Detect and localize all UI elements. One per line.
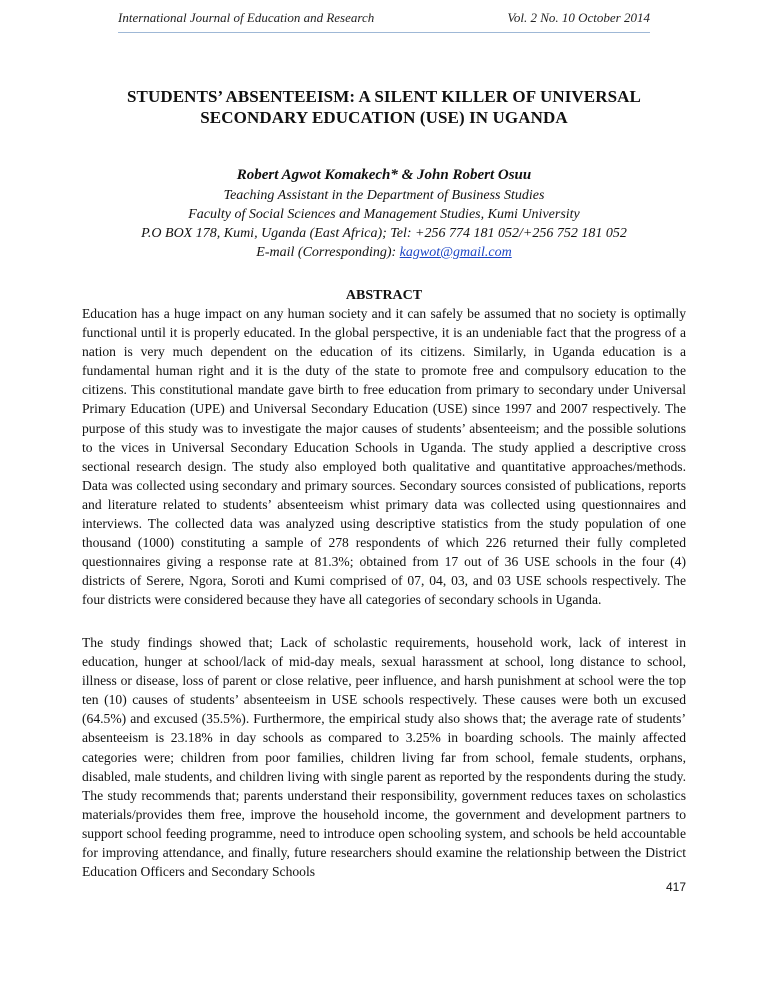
paper-title [82, 86, 686, 128]
email-line [60, 243, 708, 262]
title-line-2: SECONDARY EDUCATION (USE) IN UGANDA [200, 108, 568, 127]
author-block [60, 166, 708, 262]
journal-name: International Journal of Education and Research [118, 10, 375, 25]
abstract-paragraph-1: Education has a huge impact on any human society and it can safely be assumed that no society is optimally functional until it is properly educated. In the global perspective, it is an undeniable fact that the progress of a nation is very much dependent on the education of its citizens. Similarly, in Uganda education is a fundamental human right and it is the duty of the state to promote free and compulsory education to the citizens. This constitutional mandate gave birth to free education from primary to secondary under Universal Primary Education (UPE) and Universal Secondary Education (USE) since 1997 and 2007 respectively. The purpose of this study was to investigate the major causes of students’ absenteeism; and the possible solutions to the vices in Universal Secondary Education Schools in Uganda. The study applied a descriptive cross sectional research design. The study also employed both qualitative and quantitative approaches/methods. Data was collected using secondary and primary sources. Secondary sources consisted of publications, reports and literature related to students’ absenteeism whist primary data was collected using questionnaires and interviews. The collected data was analyzed using descriptive statistics from the study population of one thousand (1000) constituting a sample of 278 respondents of which 226 returned their fully completed questionnaires giving a response rate at 81.3%; obtained from 17 out of 36 USE schools in the four (4) districts of Serere, Ngora, Soroti and Kumi comprised of 07, 04, 03, and 03 USE schools respectively. The four districts were considered because they have all categories of secondary schools in Uganda. [82, 306, 686, 608]
title-line-1: STUDENTS’ ABSENTEEISM: A SILENT KILLER OF UNIVERSAL [127, 87, 641, 106]
email-link[interactable]: kagwot@gmail.com [399, 245, 512, 260]
affiliation-department: Teaching Assistant in the Department of Business Studies [223, 188, 545, 203]
running-header [118, 10, 650, 33]
abstract-paragraph-2: The study findings showed that; Lack of scholastic requirements, household work, lack of interest in education, hunger at school/lack of mid-day meals, sexual harassment at school, long distance to school, illness or disease, loss of parent or close relative, peer influence, and harsh punishment at school were the top ten (10) causes of students’ absenteeism in USE schools respectively. These causes were both un excused (64.5%) and excused (35.5%). Furthermore, the empirical study also shows that; the average rate of students’ absenteeism is 23.18% in day schools as compared to 3.25% in boarding schools. The mainly affected categories were; children from poor families, children living far from school, female students, orphans, disabled, male students, and children living with single parent as reported by the respondents during the study. The study recommends that; parents understand their responsibility, government reduces taxes on scholastics materials/provides them free, improve the household income, the government and development partners to support school feeding programme, need to introduce open schooling system, and schools be held accountable for improving attendance, and finally, future researchers should examine the relationship between the District Education Officers and Secondary Schools [82, 635, 686, 880]
email-label: E-mail (Corresponding): [256, 245, 400, 260]
affiliation-faculty: Faculty of Social Sciences and Management Studies, Kumi University [188, 207, 580, 222]
abstract-heading: ABSTRACT [345, 288, 423, 303]
author-names: Robert Agwot Komakech* & John Robert Osuu [236, 167, 532, 183]
author-address: P.O BOX 178, Kumi, Uganda (East Africa); Tel: +256 774 181 052/+256 752 181 052 [141, 226, 627, 241]
page-number: 417 [665, 880, 686, 894]
volume-info: Vol. 2 No. 10 October 2014 [507, 10, 650, 25]
